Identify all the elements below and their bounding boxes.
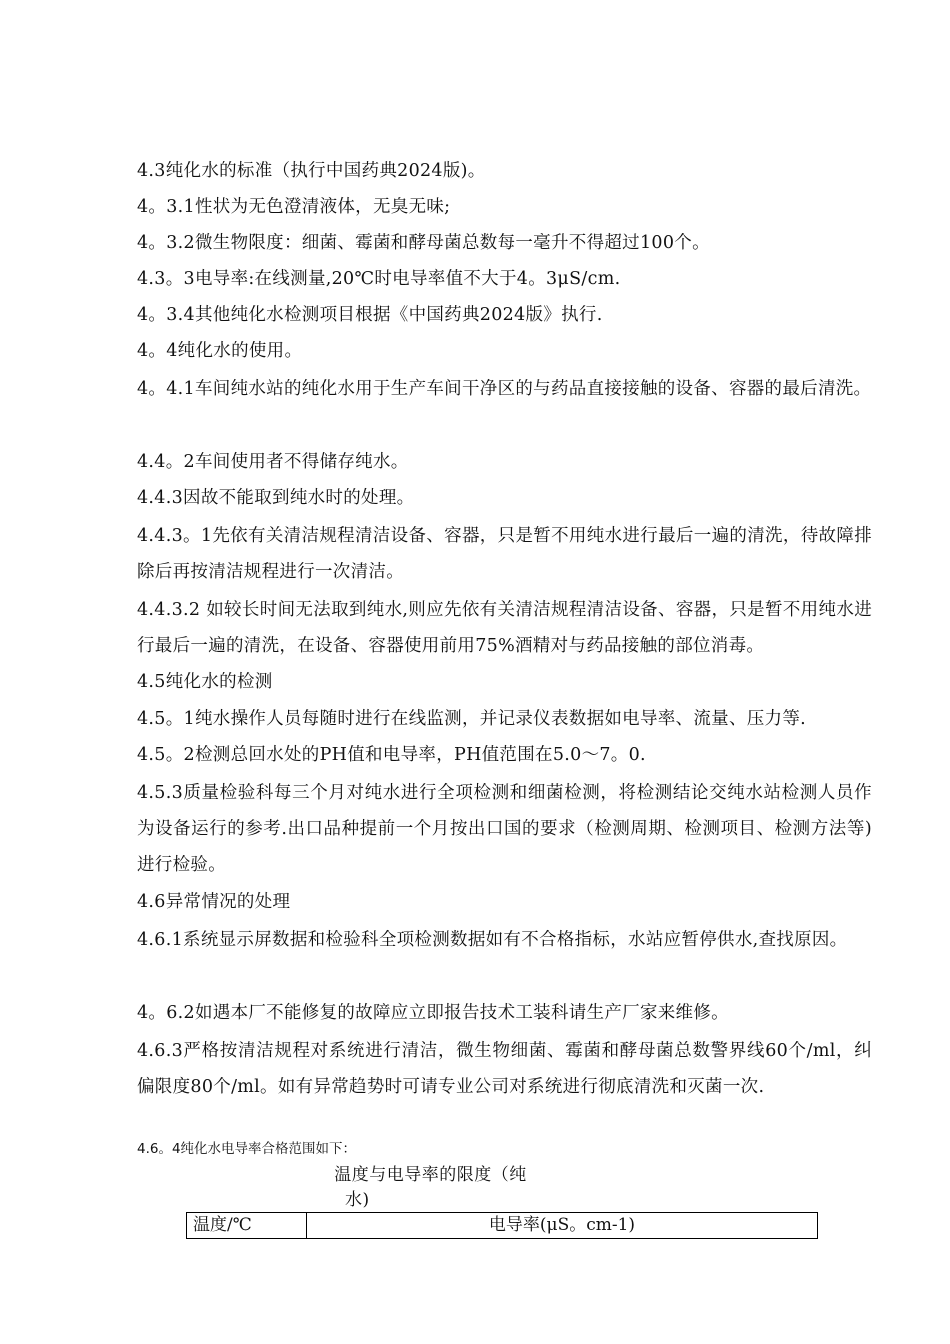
paragraph-4-3-4: 4。3.4其他纯化水检测项目根据《中国药典2024版》执行. [137,305,603,325]
paragraph-4-4-3-1: 4.4.3。1先依有关清洁规程清洁设备、容器，只是暂不用纯水进行最后一遍的清洗，待故障排除后再按清洁规程进行一次清洁。 [137,526,872,582]
temperature-header: 温度/℃ [187,1213,307,1239]
paragraph-4-5-1: 4.5。1纯水操作人员每随时进行在线监测，并记录仪表数据如电导率、流量、压力等. [137,709,807,729]
paragraph-4-6-3: 4.6.3严格按清洁规程对系统进行清洁，微生物细菌、霉菌和酵母菌总数警界线60个/ml，纠偏限度80个/ml。如有异常趋势时可请专业公司对系统进行彻底清洗和灭菌一次. [137,1041,872,1097]
conductivity-header: 电导率(μS。cm-1) [307,1213,818,1239]
paragraph-4-4: 4。4纯化水的使用。 [137,341,303,361]
paragraph-4-6-2: 4。6.2如遇本厂不能修复的故障应立即报告技术工装科请生产厂家来维修。 [137,1003,729,1023]
paragraph-4-3-1: 4。3.1性状为无色澄清液体，无臭无味; [137,197,451,217]
table-header-row [187,1213,818,1239]
paragraph-4-5-3: 4.5.3质量检验科每三个月对纯水进行全项检测和细菌检测，将检测结论交纯水站检测人员作为设备运行的参考.出口品种提前一个月按出口国的要求（检测周期、检测项目、检测方法等)进行检验。 [137,783,872,875]
paragraph-4-4-3-2: 4.4.3.2 如较长时间无法取到纯水,则应先依有关清洁规程清洁设备、容器，只是暂不用纯水进行最后一遍的清洗，在设备、容器使用前用75%酒精对与药品接触的部位消毒。 [137,600,872,656]
paragraph-4-3-3: 4.3。3电导率:在线测量,20℃时电导率值不大于4。3μS/cm. [137,269,621,289]
conductivity-limits-table [186,1212,818,1239]
paragraph-4-4-1: 4。4.1车间纯水站的纯化水用于生产车间干净区的与药品直接接触的设备、容器的最后清洗。 [137,379,872,399]
paragraph-4-6: 4.6异常情况的处理 [137,892,291,912]
paragraph-4-6-4: 4.6。4纯化水电导率合格范围如下： [137,1141,357,1157]
paragraph-4-3-2: 4。3.2微生物限度：细菌、霉菌和酵母菌总数每一毫升不得超过100个。 [137,233,710,253]
table-caption-line-2: 水) [345,1190,370,1210]
paragraph-4-6-1: 4.6.1系统显示屏数据和检验科全项检测数据如有不合格指标，水站应暂停供水,查找原因。 [137,930,848,950]
paragraph-4-5-2: 4.5。2检测总回水处的PH值和电导率，PH值范围在5.0～7。0. [137,745,646,765]
paragraph-4-3: 4.3纯化水的标准（执行中国药典2024版)。 [137,161,486,181]
paragraph-4-5: 4.5纯化水的检测 [137,672,273,692]
paragraph-4-4-3: 4.4.3因故不能取到纯水时的处理。 [137,488,415,508]
table-caption-line-1: 温度与电导率的限度（纯 [334,1165,527,1185]
paragraph-4-4-2: 4.4。2车间使用者不得储存纯水。 [137,452,409,472]
